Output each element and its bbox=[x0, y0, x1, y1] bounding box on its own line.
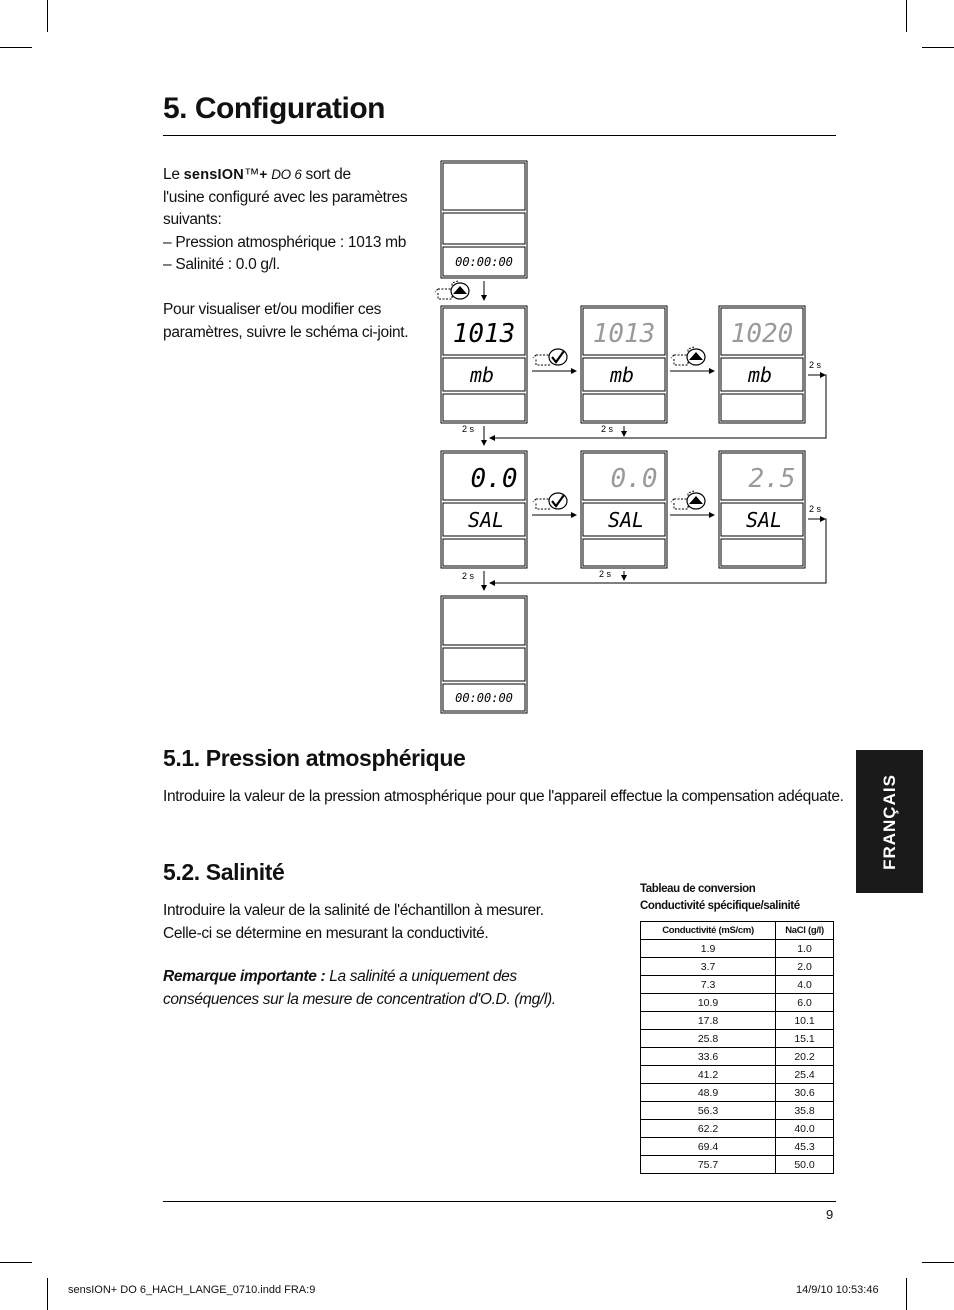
intro-line1-rest: sort de bbox=[301, 166, 351, 183]
pressure-unit-2: mb bbox=[609, 363, 635, 387]
nacl-cell: 50.0 bbox=[776, 1156, 834, 1174]
conductivity-cell: 56.3 bbox=[641, 1102, 776, 1120]
ok-button-icon bbox=[533, 493, 567, 509]
nacl-cell: 45.3 bbox=[776, 1138, 834, 1156]
delay-label: 2 s bbox=[601, 424, 614, 434]
display-end bbox=[441, 596, 527, 713]
crop-mark bbox=[0, 1262, 32, 1263]
crop-mark bbox=[0, 47, 32, 48]
conductivity-cell: 7.3 bbox=[641, 976, 776, 994]
salinity-unit-1: SAL bbox=[467, 508, 505, 532]
table-row bbox=[641, 1120, 834, 1138]
delay-label: 2 s bbox=[462, 571, 475, 581]
conductivity-cell: 75.7 bbox=[641, 1156, 776, 1174]
conductivity-cell: 62.2 bbox=[641, 1120, 776, 1138]
conductivity-cell: 10.9 bbox=[641, 994, 776, 1012]
nacl-cell: 2.0 bbox=[776, 958, 834, 976]
table-row bbox=[641, 1138, 834, 1156]
salinity-unit-2: SAL bbox=[607, 508, 645, 532]
table-caption-1: Tableau de conversion bbox=[640, 883, 756, 895]
up-button-icon bbox=[671, 491, 705, 509]
table-row bbox=[641, 994, 834, 1012]
note-line-2: conséquences sur la mesure de concentration d'O.D. (mg/l). bbox=[163, 991, 556, 1008]
section-text-salinity-2: Celle-ci se détermine en mesurant la conductivité. bbox=[163, 925, 489, 942]
pressure-value-1: 1013 bbox=[452, 319, 516, 349]
section-text-salinity-1: Introduire la valeur de la salinité de l'échantillon à mesurer. bbox=[163, 902, 544, 919]
intro-le: Le bbox=[163, 166, 180, 183]
delay-label: 2 s bbox=[599, 569, 612, 579]
crop-mark bbox=[47, 0, 48, 32]
brand-plus: + bbox=[259, 167, 268, 182]
display-pressure-1 bbox=[441, 306, 527, 423]
intro-line5: – Salinité : 0.0 g/l. bbox=[163, 256, 280, 273]
display-salinity-1 bbox=[441, 451, 527, 568]
nacl-cell: 30.6 bbox=[776, 1084, 834, 1102]
important-note bbox=[163, 965, 517, 988]
salinity-value-2: 0.0 bbox=[610, 464, 658, 494]
intro-line7: paramètres, suivre le schéma ci-joint. bbox=[163, 323, 409, 341]
intro-text bbox=[163, 164, 413, 344]
display-pressure-3 bbox=[719, 306, 805, 423]
pressure-value-3: 1020 bbox=[730, 319, 794, 349]
intro-line3: suivants: bbox=[163, 211, 222, 228]
display-salinity-3 bbox=[719, 451, 805, 568]
nacl-cell: 40.0 bbox=[776, 1120, 834, 1138]
crop-mark bbox=[906, 1278, 907, 1310]
delay-label: 2 s bbox=[462, 424, 475, 434]
footer-rule bbox=[163, 1201, 836, 1202]
note-label: Remarque importante : bbox=[163, 968, 326, 985]
display-pressure-2 bbox=[581, 306, 667, 423]
display-start bbox=[441, 161, 527, 278]
nacl-cell: 4.0 bbox=[776, 976, 834, 994]
trademark: ™ bbox=[243, 166, 260, 183]
table-row bbox=[641, 1102, 834, 1120]
nacl-cell: 20.2 bbox=[776, 1048, 834, 1066]
model-name: DO 6 bbox=[271, 167, 302, 182]
nacl-cell: 35.8 bbox=[776, 1102, 834, 1120]
table-row bbox=[641, 940, 834, 958]
nacl-cell: 6.0 bbox=[776, 994, 834, 1012]
nacl-cell: 15.1 bbox=[776, 1030, 834, 1048]
table-row bbox=[641, 958, 834, 976]
crop-mark bbox=[47, 1278, 48, 1310]
salinity-value-3: 2.5 bbox=[748, 464, 796, 494]
up-button-icon bbox=[671, 347, 705, 365]
table-row bbox=[641, 1066, 834, 1084]
pressure-value-2: 1013 bbox=[592, 319, 656, 349]
conductivity-cell: 25.8 bbox=[641, 1030, 776, 1048]
intro-line2: l'usine configuré avec les paramètres bbox=[163, 188, 408, 206]
salinity-unit-3: SAL bbox=[745, 508, 783, 532]
conductivity-cell: 1.9 bbox=[641, 940, 776, 958]
section-title-salinity: 5.2. Salinité bbox=[163, 859, 285, 885]
pressure-unit-1: mb bbox=[469, 363, 495, 387]
configuration-flow-diagram bbox=[430, 155, 840, 720]
pressure-unit-3: mb bbox=[747, 363, 773, 387]
conductivity-cell: 33.6 bbox=[641, 1048, 776, 1066]
page-number: 9 bbox=[826, 1207, 834, 1222]
up-button-icon bbox=[435, 281, 469, 299]
table-header-conductivity: Conductivité (mS/cm) bbox=[641, 922, 776, 940]
conductivity-cell: 69.4 bbox=[641, 1138, 776, 1156]
display-salinity-2 bbox=[581, 451, 667, 568]
intro-line6: Pour visualiser et/ou modifier ces bbox=[163, 301, 382, 318]
intro-line4: – Pression atmosphérique : 1013 mb bbox=[163, 233, 407, 251]
conductivity-cell: 3.7 bbox=[641, 958, 776, 976]
page-title: 5. Configuration bbox=[163, 92, 385, 125]
conductivity-cell: 41.2 bbox=[641, 1066, 776, 1084]
nacl-cell: 1.0 bbox=[776, 940, 834, 958]
conductivity-cell: 17.8 bbox=[641, 1012, 776, 1030]
footer-timestamp: 14/9/10 10:53:46 bbox=[796, 1284, 879, 1296]
ok-button-icon bbox=[533, 349, 567, 365]
conductivity-cell: 48.9 bbox=[641, 1084, 776, 1102]
time-display: 00:00:00 bbox=[455, 255, 513, 269]
note-line-1: La salinité a uniquement des bbox=[325, 968, 517, 985]
section-text-pressure: Introduire la valeur de la pression atmosphérique pour que l'appareil effectue la compensation adéquate. bbox=[163, 788, 844, 805]
time-display: 00:00:00 bbox=[455, 691, 513, 705]
language-tab-label: FRANÇAIS bbox=[879, 773, 899, 870]
table-caption bbox=[640, 881, 800, 915]
section-title-pressure: 5.1. Pression atmosphérique bbox=[163, 745, 466, 771]
table-row bbox=[641, 1012, 834, 1030]
language-tab bbox=[856, 750, 923, 893]
salinity-value-1: 0.0 bbox=[470, 464, 518, 494]
table-row bbox=[641, 1084, 834, 1102]
table-row bbox=[641, 976, 834, 994]
title-rule bbox=[163, 135, 836, 136]
conversion-table bbox=[640, 921, 834, 1174]
crop-mark bbox=[906, 0, 907, 32]
nacl-cell: 10.1 bbox=[776, 1012, 834, 1030]
table-row bbox=[641, 1030, 834, 1048]
table-row bbox=[641, 1156, 834, 1174]
nacl-cell: 25.4 bbox=[776, 1066, 834, 1084]
table-header-nacl: NaCl (g/l) bbox=[776, 922, 834, 940]
table-row bbox=[641, 1048, 834, 1066]
crop-mark bbox=[922, 47, 954, 48]
delay-label: 2 s bbox=[809, 360, 822, 370]
crop-mark bbox=[922, 1262, 954, 1263]
footer-file-info: sensION+ DO 6_HACH_LANGE_0710.indd FRA:9 bbox=[68, 1284, 316, 1296]
brand-name: sensION bbox=[183, 167, 244, 183]
table-caption-2: Conductivité spécifique/salinité bbox=[640, 900, 800, 912]
delay-label: 2 s bbox=[809, 504, 822, 514]
